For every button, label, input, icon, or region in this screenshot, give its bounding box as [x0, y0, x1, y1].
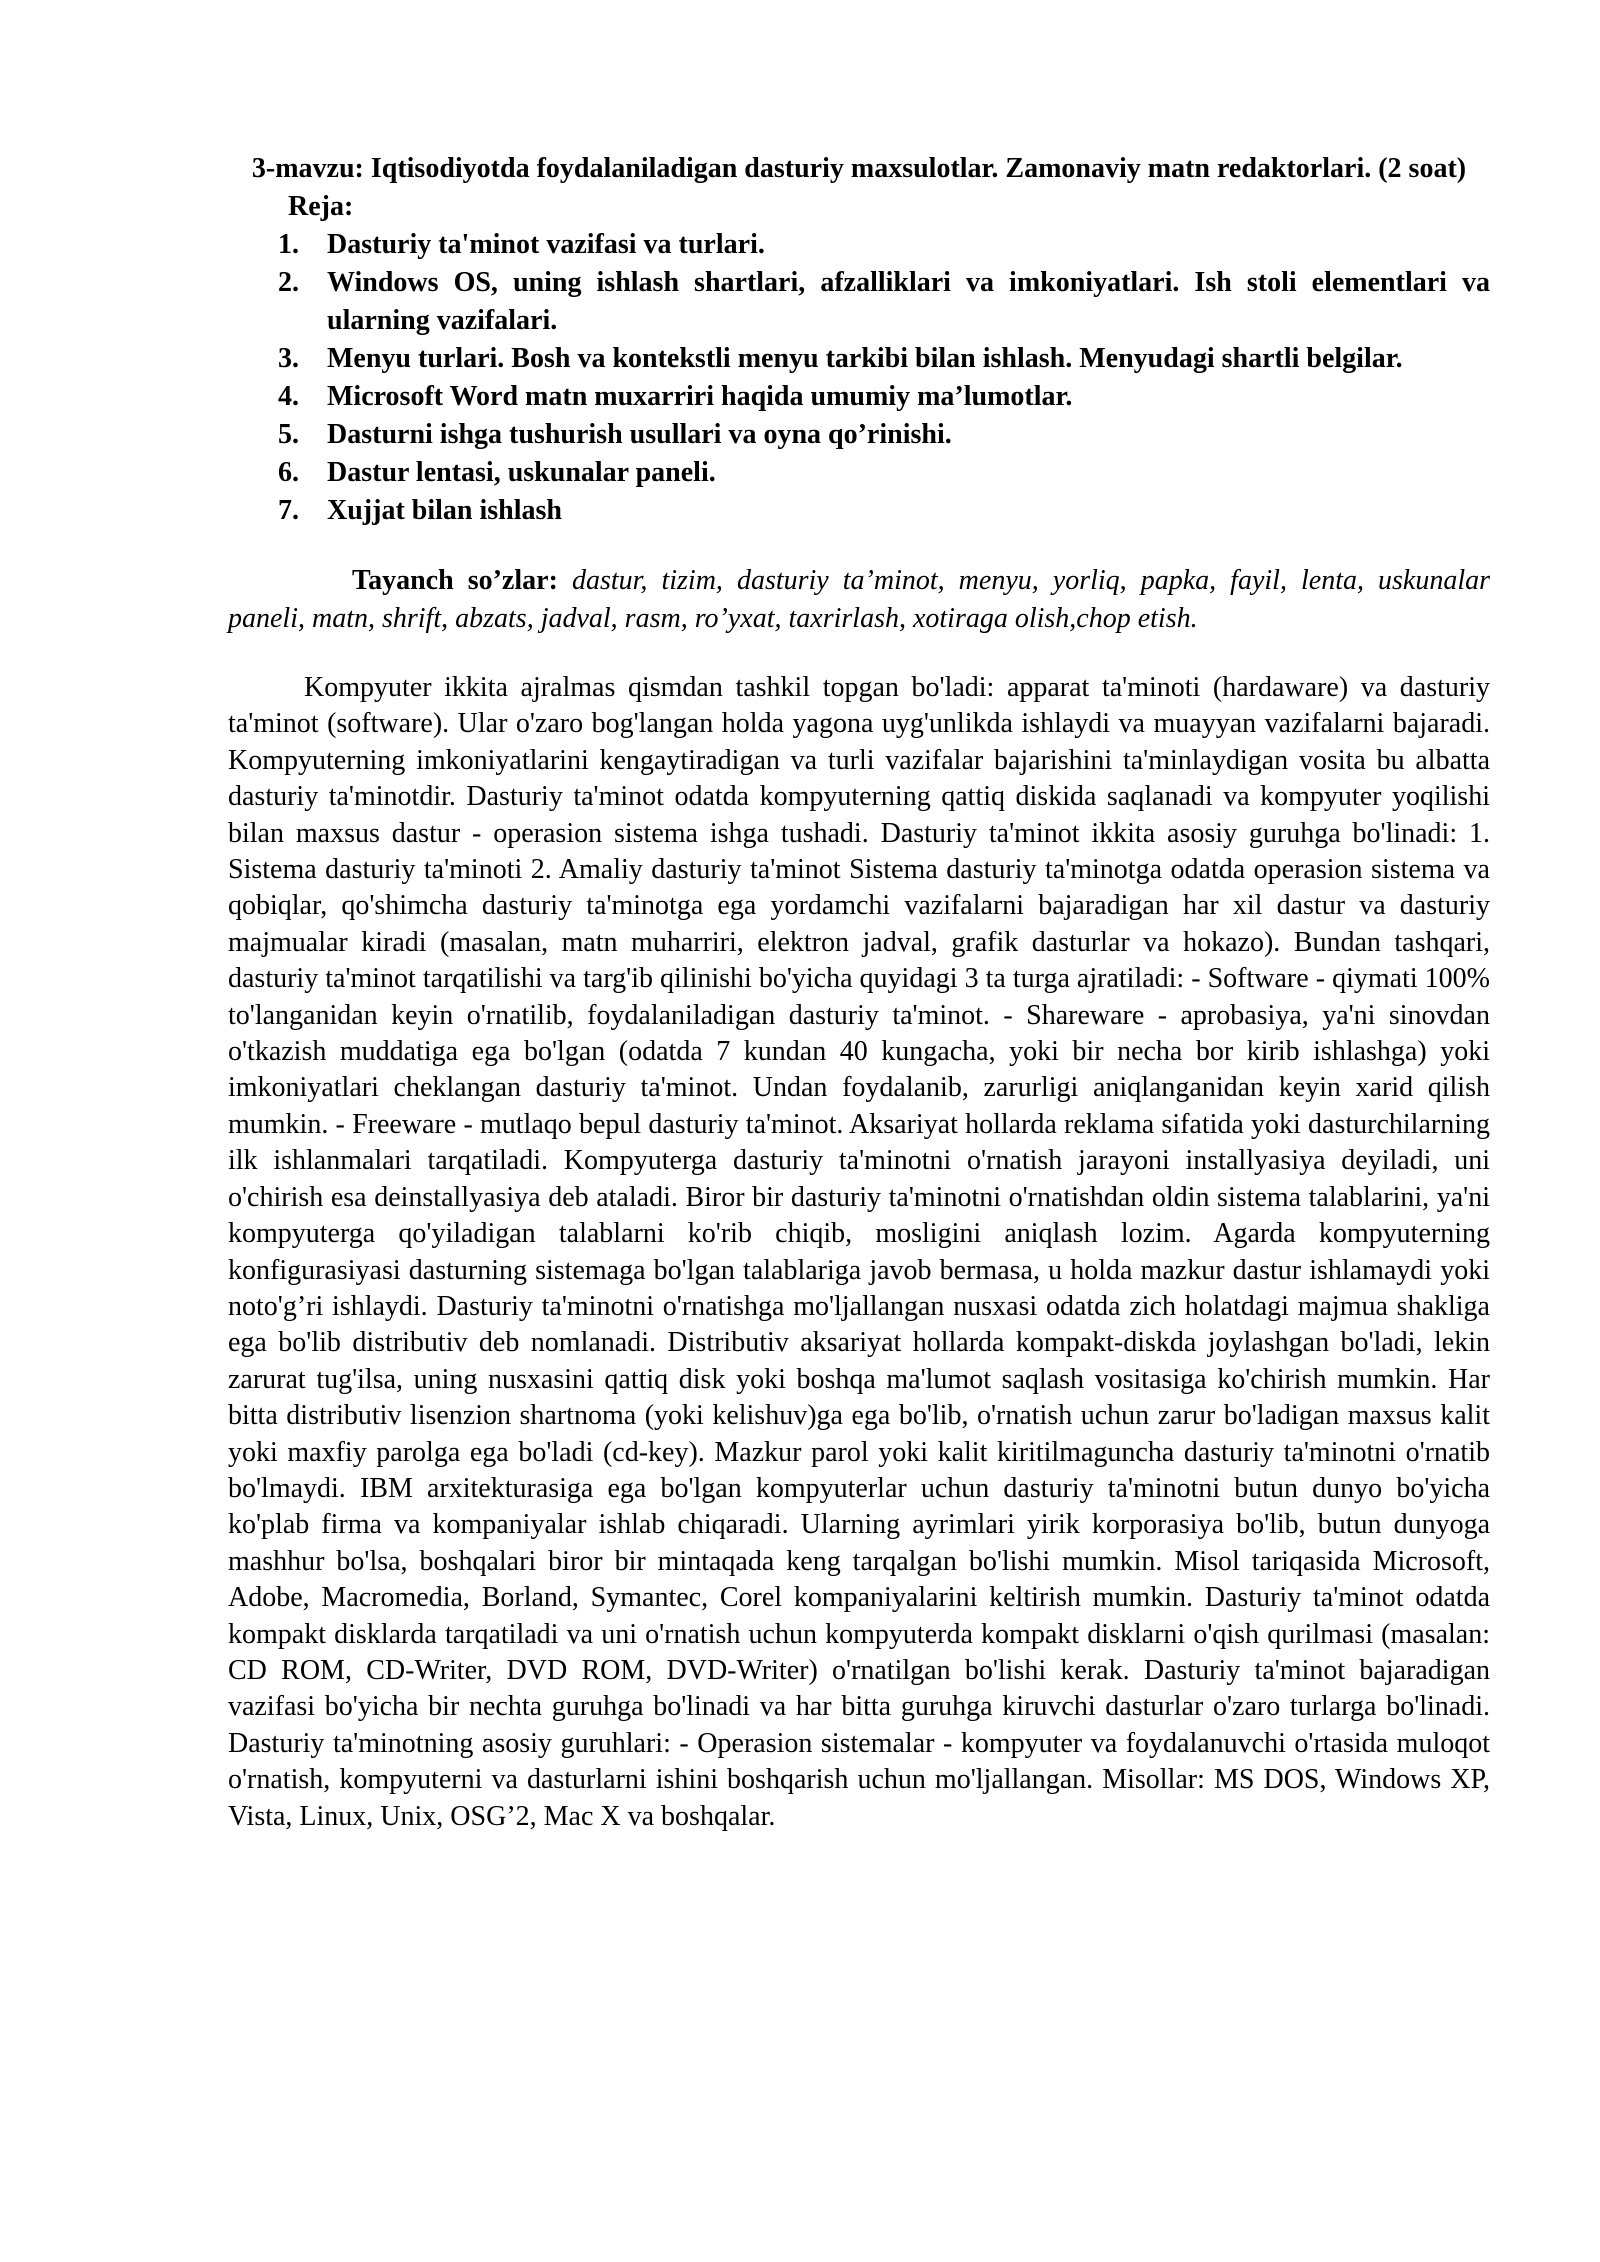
document-title: 3-mavzu: Iqtisodiyotda foydalaniladigan dasturiy maxsulotlar. Zamonaviy matn redaktorlari. (2 soat): [251, 153, 1467, 184]
plan-item-text: Menyu turlari. Bosh va kontekstli menyu tarkibi bilan ishlash. Menyudagi shartli belgilar.: [327, 343, 1403, 374]
keywords-paragraph: [228, 562, 1490, 638]
plan-item-number: 2.: [278, 267, 299, 298]
plan-item-number: 6.: [278, 457, 299, 488]
plan-item-text: Dasturiy ta'minot vazifasi va turlari.: [327, 229, 765, 260]
plan-item-text: Dastur lentasi, uskunalar paneli.: [327, 457, 716, 488]
plan-list: [228, 226, 1490, 530]
plan-item: [228, 378, 1490, 416]
keywords-list: dastur, tizim, dasturiy ta’minot, menyu, yorliq, papka, fayil, lenta, uskunalar paneli, matn, shrift, abzats, jadval, rasm, ro’yxat, taxrirlash, xotiraga olish,chop etish.: [228, 565, 1491, 634]
plan-item: [228, 454, 1490, 492]
plan-item-text: Microsoft Word matn muxarriri haqida umumiy ma’lumotlar.: [327, 381, 1073, 412]
plan-item-number: 3.: [278, 343, 299, 374]
plan-item: [228, 340, 1490, 378]
plan-item: [228, 264, 1490, 340]
keywords-label: Tayanch so’zlar:: [352, 565, 558, 596]
plan-item-number: 4.: [278, 381, 299, 412]
plan-item-number: 5.: [278, 419, 299, 450]
plan-item: [228, 492, 1490, 530]
body-paragraph: Kompyuter ikkita ajralmas qismdan tashkil topgan bo'ladi: apparat ta'minoti (hardaware) va dasturiy ta'minot (software). Ular o'zaro bog'langan holda yagona uyg'unlikda ishlaydi va muayyan vazifalarni bajaradi. Kompyuterning imkoniyatlarini kengaytiradigan va turli vazifalar bajarishini ta'minlaydigan vosita bu albatta dasturiy ta'minotdir. Dasturiy ta'minot odatda kompyuterning qattiq diskida saqlanadi va kompyuter yoqilishi bilan maxsus dastur - operasion sistema ishga tushadi. Dasturiy ta'minot ikkita asosiy guruhga bo'linadi: 1. Sistema dasturiy ta'minoti 2. Amaliy dasturiy ta'minot Sistema dasturiy ta'minotga odatda operasion sistema va qobiqlar, qo'shimcha dasturiy ta'minotga ega yordamchi vazifalarni bajaradigan har xil dastur va dasturiy majmualar kiradi (masalan, matn muharriri, elektron jadval, grafik dasturlar va hokazo). Bundan tashqari, dasturiy ta'minot tarqatilishi va targ'ib qilinishi bo'yicha quyidagi 3 ta turga ajratiladi: - Software - qiymati 100% to'langanidan keyin o'rnatilib, foydalaniladigan dasturiy ta'minot. - Shareware - aprobasiya, ya'ni sinovdan o'tkazish muddatiga ega bo'lgan (odatda 7 kundan 40 kungacha, yoki bir necha bor kirib ishlashga) yoki imkoniyatlari cheklangan dasturiy ta'minot. Undan foydalanib, zarurligi aniqlanganidan keyin xarid qilish mumkin. - Freeware - mutlaqo bepul dasturiy ta'minot. Aksariyat hollarda reklama sifatida yoki dasturchilarning ilk ishlanmalari tarqatiladi. Kompyuterga dasturiy ta'minotni o'rnatish jarayoni installyasiya deyiladi, uni o'chirish esa deinstallyasiya deb ataladi. Biror bir dasturiy ta'minotni o'rnatishdan oldin sistema talablarini, ya'ni kompyuterga qo'yiladigan talablarni ko'rib chiqib, mosligini aniqlash lozim. Agarda kompyuterning konfigurasiyasi dasturning sistemaga bo'lgan talablariga javob bermasa, u holda mazkur dastur ishlamaydi yoki noto'g’ri ishlaydi. Dasturiy ta'minotni o'rnatishga mo'ljallangan nusxasi odatda zich holatdagi majmua shakliga ega bo'lib distributiv deb nomlanadi. Distributiv aksariyat hollarda kompakt-diskda joylashgan bo'ladi, lekin zarurat tug'ilsa, uning nusxasini qattiq disk yoki boshqa ma'lumot saqlash vositasiga ko'chirish mumkin. Har bitta distributiv lisenzion shartnoma (yoki kelishuv)ga ega bo'lib, o'rnatish uchun zarur bo'ladigan maxsus kalit yoki maxfiy parolga ega bo'ladi (cd-key). Mazkur parol yoki kalit kiritilmaguncha dasturiy ta'minotni o'rnatib bo'lmaydi. IBM arxitekturasiga ega bo'lgan kompyuterlar uchun dasturiy ta'minotni butun dunyo bo'yicha ko'plab firma va kompaniyalar ishlab chiqaradi. Ularning ayrimlari yirik korporasiya bo'lib, butun dunyoga mashhur bo'lsa, boshqalari biror bir mintaqada keng tarqalgan bo'lishi mumkin. Misol tariqasida Microsoft, Adobe, Macromedia, Borland, Symantec, Corel kompaniyalarini keltirish mumkin. Dasturiy ta'minot odatda kompakt disklarda tarqatiladi va uni o'rnatish uchun kompyuterda kompakt disklarni o'qish qurilmasi (masalan: CD ROM, CD-Writer, DVD ROM, DVD-Writer) o'rnatilgan bo'lishi kerak. Dasturiy ta'minot bajaradigan vazifasi bo'yicha bir nechta guruhga bo'linadi va har bitta guruhga kiruvchi dasturlar o'zaro turlarga bo'linadi. Dasturiy ta'minotning asosiy guruhlari: - Operasion sistemalar - kompyuter va foydalanuvchi o'rtasida muloqot o'rnatish, kompyuterni va dasturlarni ishini boshqarish uchun mo'ljallangan. Misollar: MS DOS, Windows XP, Vista, Linux, Unix, OSG’2, Mac X va boshqalar.: [228, 672, 1490, 1832]
plan-item-number: 7.: [278, 495, 299, 526]
plan-item-text: Windows OS, uning ishlash shartlari, afzalliklari va imkoniyatlari. Ish stoli elementlari va ularning vazifalari.: [327, 267, 1490, 336]
plan-label: Reja:: [288, 191, 354, 222]
plan-item-text: Xujjat bilan ishlash: [327, 495, 562, 526]
plan-item-text: Dasturni ishga tushurish usullari va oyna qo’rinishi.: [327, 419, 952, 450]
document-page: [228, 150, 1490, 1835]
plan-item-number: 1.: [278, 229, 299, 260]
plan-item: [228, 226, 1490, 264]
plan-item: [228, 416, 1490, 454]
